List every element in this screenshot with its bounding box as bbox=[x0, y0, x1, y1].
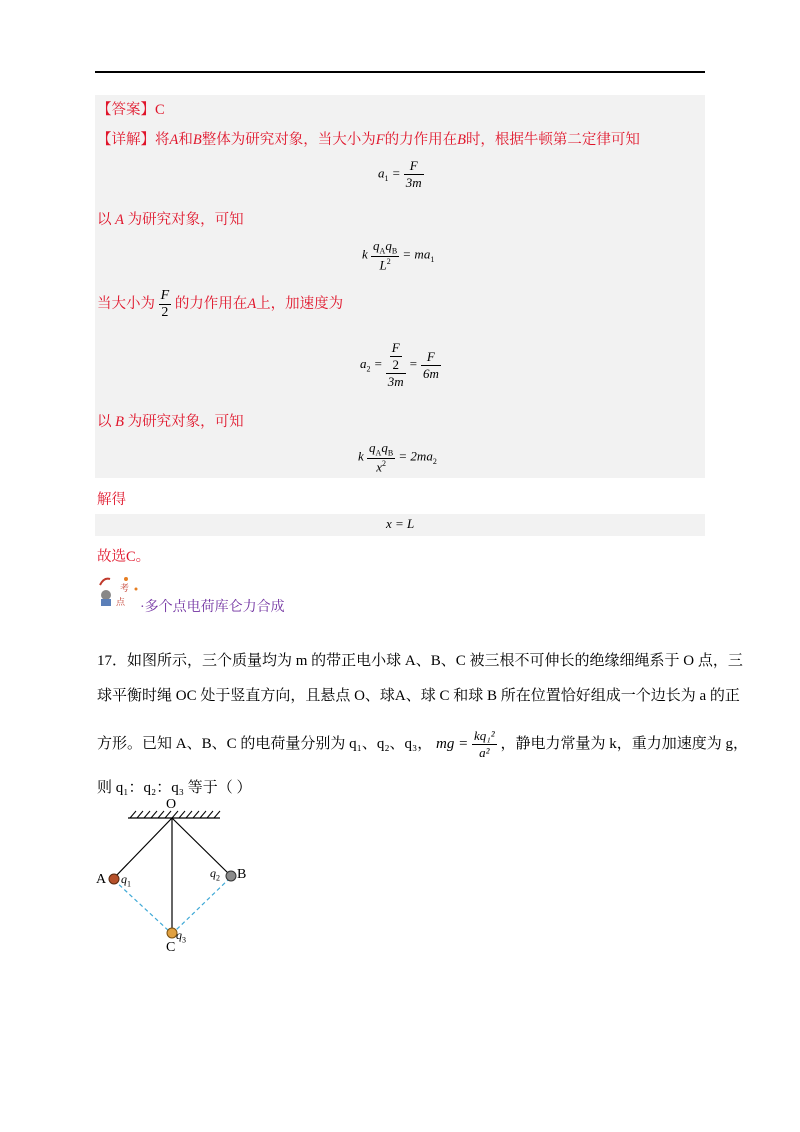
sub: 2 bbox=[366, 364, 371, 374]
mg: mg = bbox=[436, 735, 469, 752]
dashed-BC bbox=[174, 878, 230, 932]
den: 2 bbox=[390, 356, 402, 373]
answer-value: C bbox=[155, 102, 165, 118]
den: 6m bbox=[422, 365, 439, 381]
L: L bbox=[379, 256, 387, 272]
fraction bbox=[371, 238, 399, 273]
den: 2 bbox=[159, 304, 172, 321]
text: 为研究对象，可知 bbox=[127, 212, 244, 228]
q: q bbox=[176, 928, 182, 942]
text: 整体为研究对象，当大小为 bbox=[201, 132, 376, 148]
text: 时，根据牛顿第二定律可知 bbox=[465, 132, 640, 148]
var-B: B bbox=[192, 132, 202, 148]
text: 以 bbox=[97, 414, 112, 430]
num: F bbox=[160, 288, 170, 303]
question-line-4: 则 q₁：q₂：q₃ 等于（ ） bbox=[97, 780, 252, 796]
label-q3 bbox=[176, 928, 186, 944]
q: q bbox=[385, 238, 392, 253]
sub: 2 bbox=[432, 457, 437, 467]
equation-result: x = L bbox=[386, 516, 415, 531]
detail-line-4 bbox=[97, 410, 244, 431]
q: q bbox=[373, 238, 380, 253]
topic-icon-char-1: 考 bbox=[120, 583, 130, 593]
detail-line-2 bbox=[97, 208, 244, 229]
den: a² bbox=[472, 744, 497, 761]
text: 的力作用在 bbox=[174, 295, 248, 312]
topic-label: 多个点电荷库仑力合成 bbox=[144, 600, 285, 615]
text: 上，加速度为 bbox=[256, 295, 344, 312]
eq-var: a bbox=[378, 165, 385, 181]
num bbox=[371, 238, 399, 256]
detail-line-3 bbox=[97, 288, 343, 321]
topic-icon-char-2: 点 bbox=[116, 597, 126, 607]
answer-label: 【答案】 bbox=[97, 102, 155, 118]
label-q2 bbox=[210, 866, 220, 882]
den: 3m bbox=[405, 175, 422, 190]
string-OA bbox=[114, 818, 172, 878]
text: ，静电力常量为 k，重力加速度为 g， bbox=[500, 735, 748, 752]
num: F bbox=[426, 348, 435, 364]
text: 以 bbox=[97, 212, 112, 228]
q: q bbox=[381, 440, 388, 455]
num bbox=[386, 340, 406, 373]
fraction-nested bbox=[386, 340, 406, 390]
x: x bbox=[376, 458, 382, 474]
detail-label: 【详解】 bbox=[97, 132, 155, 148]
eq-var: a bbox=[360, 355, 367, 371]
rhs: = 2ma bbox=[398, 448, 433, 464]
den: 3m bbox=[387, 374, 404, 389]
eq-k: k bbox=[362, 246, 368, 262]
ball-B bbox=[226, 871, 236, 881]
topic-text: ·多个点电荷库仑力合成 bbox=[140, 600, 285, 615]
inner-frac bbox=[390, 340, 402, 373]
label-B: B bbox=[237, 867, 247, 882]
var-B: B bbox=[457, 132, 466, 148]
text: 的力作用在 bbox=[384, 132, 458, 148]
rhs: = ma bbox=[402, 246, 431, 262]
sub: 1 bbox=[127, 879, 131, 889]
fraction bbox=[367, 440, 395, 475]
equation-coulomb-B bbox=[358, 440, 437, 475]
var-B: B bbox=[115, 414, 124, 430]
text: 方形。已知 A、B、C 的电荷量分别为 q₁、q₂、q₃， bbox=[97, 735, 433, 752]
var-A: A bbox=[115, 212, 124, 228]
string-OB bbox=[172, 818, 230, 875]
ball-A bbox=[109, 874, 119, 884]
text: 为研究对象，可知 bbox=[127, 414, 244, 430]
num bbox=[367, 440, 395, 458]
fraction bbox=[421, 349, 441, 382]
sub: B bbox=[387, 448, 394, 458]
equation-a1: $a_1$ = $\frac{F}{3m}$ bbox=[378, 158, 422, 190]
label-O: O bbox=[166, 797, 177, 812]
den bbox=[371, 256, 399, 273]
q: q bbox=[369, 440, 376, 455]
sup: 2 bbox=[386, 256, 391, 266]
question-line-1 bbox=[97, 649, 743, 670]
conclusion: 故选C。 bbox=[97, 549, 151, 565]
label-q1 bbox=[121, 872, 131, 888]
sub: B bbox=[391, 246, 398, 256]
text: 当大小为 bbox=[97, 295, 155, 312]
eq-k: k bbox=[358, 448, 364, 464]
equation-a2: $a_2$ = $\frac{\frac{F}{2}}{3m}$ = $\frac{F}{6m}$ bbox=[360, 340, 439, 389]
sub: 3 bbox=[182, 935, 186, 945]
fraction-mg bbox=[472, 728, 497, 761]
den bbox=[367, 458, 395, 475]
q: q bbox=[210, 866, 216, 880]
sub: 1 bbox=[430, 255, 435, 265]
var-A: A bbox=[169, 132, 179, 148]
sub: A bbox=[375, 448, 382, 458]
equation-coulomb-A bbox=[362, 238, 434, 273]
fraction-half bbox=[159, 288, 172, 321]
num: kq₁² bbox=[474, 728, 495, 743]
answer-line bbox=[97, 98, 165, 119]
solve-label: 解得 bbox=[97, 492, 126, 508]
label-C: C bbox=[166, 940, 176, 955]
sup: 2 bbox=[381, 458, 386, 468]
num: F bbox=[391, 340, 400, 355]
text: 和 bbox=[178, 132, 193, 148]
fraction bbox=[404, 158, 424, 191]
detail-line-1 bbox=[97, 128, 640, 149]
header-rule bbox=[95, 71, 705, 73]
label-A: A bbox=[96, 872, 107, 887]
var-F: F bbox=[375, 132, 385, 148]
sub: A bbox=[379, 246, 386, 256]
question-number: 17． bbox=[97, 653, 128, 669]
text: 将 bbox=[155, 132, 170, 148]
sub: 2 bbox=[216, 873, 220, 883]
question-line-3 bbox=[97, 728, 748, 761]
num: F bbox=[409, 158, 418, 173]
eq-sub: 1 bbox=[384, 174, 389, 184]
topic-icon bbox=[96, 575, 138, 611]
var-A: A bbox=[247, 295, 257, 312]
question-line-2: 球平衡时绳 OC 处于竖直方向，且悬点 O、球A、球 C 和球 B 所在位置恰好组成一个边长为 a 的正 bbox=[97, 688, 740, 704]
text: 如图所示，三个质量均为 m 的带正电小球 A、B、C 被三根不可伸长的绝缘细绳系于 O 点，三 bbox=[127, 653, 743, 669]
q: q bbox=[121, 872, 127, 886]
